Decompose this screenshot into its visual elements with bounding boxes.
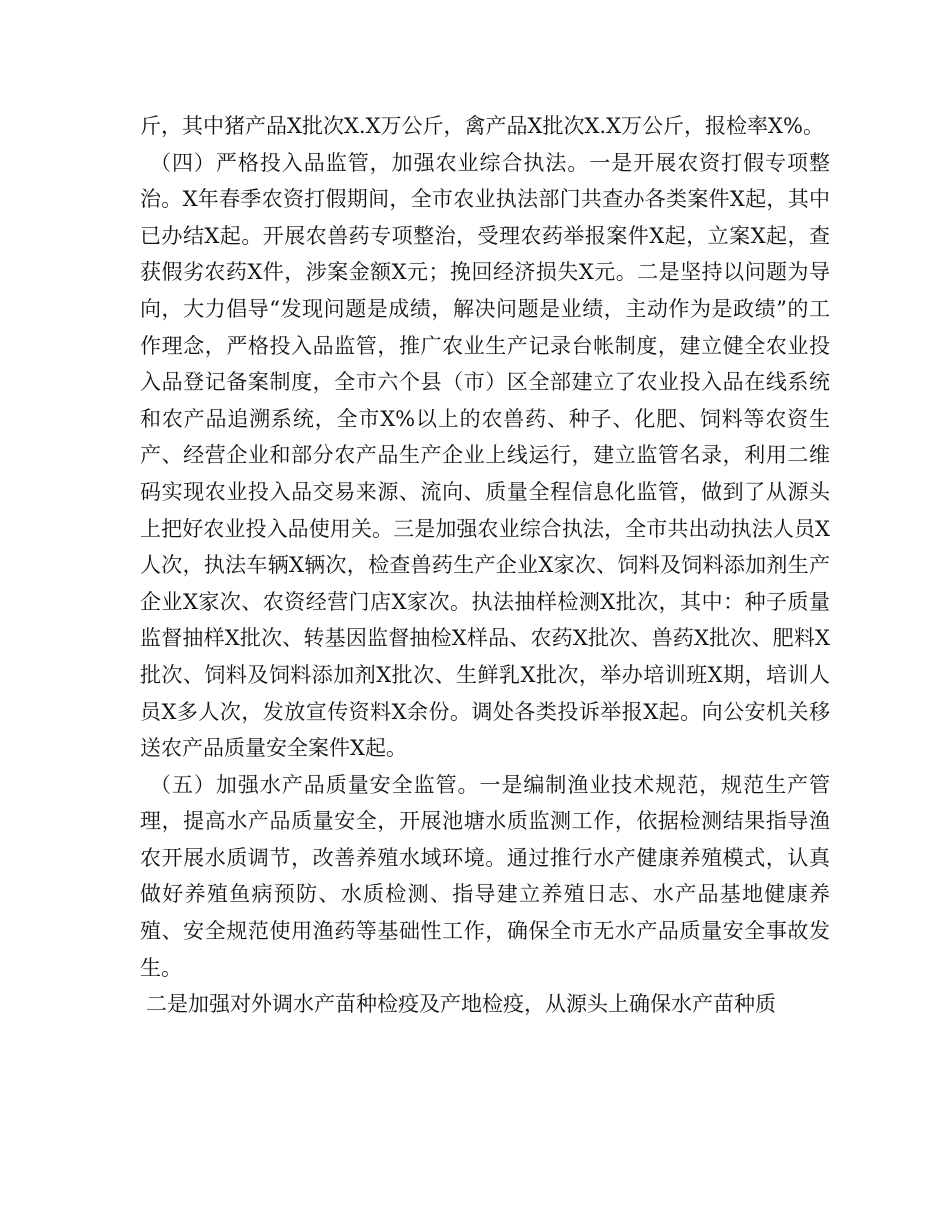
paragraph-section-five: （五）加强水产品质量安全监管。一是编制渔业技术规范，规范生产管理，提高水产品质量安全，开展池塘水质监测工作，依据检测结果指导渔农开展水质调节，改善养殖水域环境。通过推行水产健康养殖模式，认真做好养殖鱼病预防、水质检测、指导建立养殖日志、水产品基地健康养殖、安全规范使用渔药等基础性工作，确保全市无水产品质量安全事故发生。 — [140, 772, 830, 980]
paragraph-continuation: 斤，其中猪产品X批次X.X万公斤，禽产品X批次X.X万公斤，报检率X%。 — [140, 114, 824, 138]
paragraph-section-five-part-two: 二是加强对外调水产苗种检疫及产地检疫，从源头上确保水产苗种质 — [146, 992, 776, 1017]
document-body — [140, 108, 830, 1023]
paragraph-section-four: （四）严格投入品监管，加强农业综合执法。一是开展农资打假专项整治。X年春季农资打假期间，全市农业执法部门共查办各类案件X起，其中已办结X起。开展农兽药专项整治，受理农药举报案件X起，立案X起，查获假劣农药X件，涉案金额X元；挽回经济损失X元。二是坚持以问题为导向，大力倡导“发现问题是成绩，解决问题是业绩，主动作为是政绩”的工作理念，严格投入品监管，推广农业生产记录台帐制度，建立健全农业投入品登记备案制度，全市六个县（市）区全部建立了农业投入品在线系统和农产品追溯系统，全市X%以上的农兽药、种子、化肥、饲料等农资生产、经营企业和部分农产品生产企业上线运行，建立监管名录，利用二维码实现农业投入品交易来源、流向、质量全程信息化监管，做到了从源头上把好农业投入品使用关。三是加强农业综合执法，全市共出动执法人员X人次，执法车辆X辆次，检查兽药生产企业X家次、饲料及饲料添加剂生产企业X家次、农资经营门店X家次。执法抽样检测X批次，其中：种子质量监督抽样X批次、转基因监督抽检X样品、农药X批次、兽药X批次、肥料X批次、饲料及饲料添加剂X批次、生鲜乳X批次，举办培训班X期，培训人员X多人次，发放宣传资料X余份。调处各类投诉举报X起。向公安机关移送农产品质量安全案件X起。 — [140, 150, 830, 761]
